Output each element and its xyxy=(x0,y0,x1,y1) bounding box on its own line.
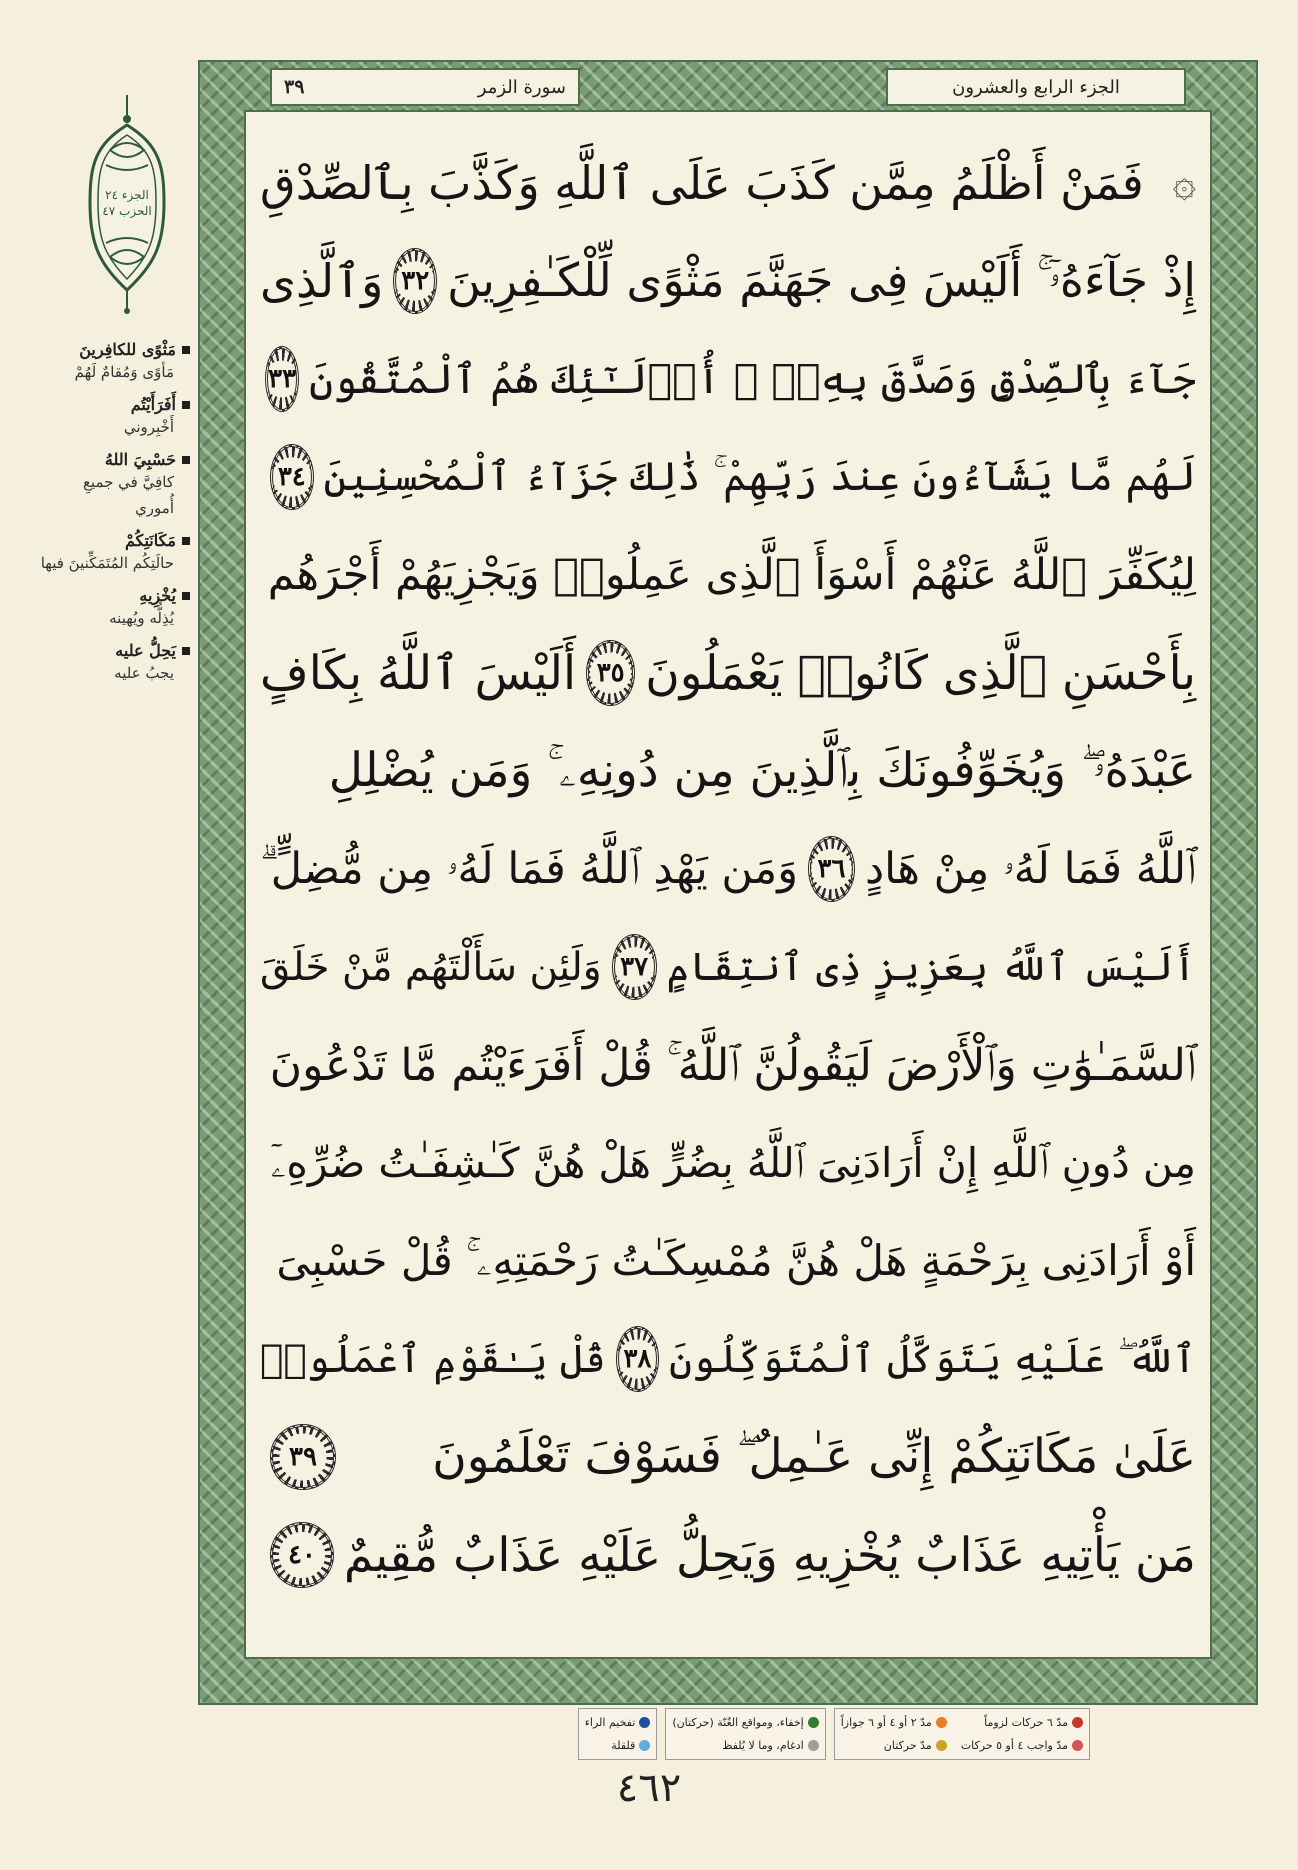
verse-text: فَمَنْ أَظْلَمُ مِمَّن كَذَبَ عَلَى ٱللَّهِ وَكَذَّبَ بِٱلصِّدْقِ xyxy=(260,156,1144,210)
legend-item xyxy=(961,1712,1083,1733)
ayah-number-marker: ٣٩ xyxy=(270,1424,336,1490)
legend-item xyxy=(961,1735,1083,1756)
verse-text: أَوْ أَرَادَنِى بِرَحْمَةٍ هَلْ هُنَّ مُمْسِكَـٰتُ رَحْمَتِهِۦ ۚ قُلْ حَسْبِىَ xyxy=(276,1236,1196,1285)
text-line xyxy=(260,1506,1196,1604)
surah-number: ٣٩ xyxy=(284,76,305,98)
color-dot-icon xyxy=(936,1740,947,1751)
color-dot-icon xyxy=(1072,1717,1083,1728)
legend-label: مدّ حركتان xyxy=(883,1739,932,1752)
glossary xyxy=(40,340,190,696)
verse-text: وَلَئِن سَأَلْتَهُم مَّنْ خَلَقَ xyxy=(260,944,602,990)
verse-text: عَلَىٰ مَكَانَتِكُمْ إِنِّى عَـٰمِلٌ ۖ فَسَوْفَ تَعْلَمُونَ xyxy=(432,1429,1196,1484)
legend-item xyxy=(585,1735,651,1756)
text-area xyxy=(244,110,1212,1659)
glossary-entry xyxy=(40,586,190,631)
glossary-meaning: مَأوًى وَمُقامٌ لَهُمْ xyxy=(74,363,174,381)
legend-item xyxy=(672,1712,818,1733)
bullet-square-icon xyxy=(182,346,190,354)
glossary-word: مَكَانَتِكُمْ xyxy=(124,531,176,550)
color-dot-icon xyxy=(808,1717,819,1728)
glossary-meaning: كافِيَّ في جميعِ أُموري xyxy=(82,473,174,517)
juz-title: الجزء الرابع والعشرون xyxy=(952,76,1120,98)
bullet-square-icon xyxy=(182,647,190,655)
color-dot-icon xyxy=(808,1740,819,1751)
surah-header xyxy=(270,68,580,106)
verse-text: وَٱلَّذِى xyxy=(260,254,384,308)
glossary-meaning: حالَتِكُم المُتَمَكِّنينَ فيها xyxy=(40,554,174,572)
glossary-entry xyxy=(40,450,190,521)
legend-madd-box xyxy=(834,1708,1090,1760)
verse-text: أَلَيْسَ ٱللَّهُ بِعَزِيزٍ ذِى ٱنتِقَامٍ xyxy=(666,944,1196,990)
glossary-entry xyxy=(40,395,190,440)
text-line xyxy=(260,624,1196,722)
verse-text: إِذْ جَآءَهُۥٓ ۚ أَلَيْسَ فِى جَهَنَّمَ مَثْوًى لِّلْكَـٰفِرِينَ xyxy=(447,253,1196,307)
verse-text: وَمَن يَهْدِ ٱللَّهُ فَمَا لَهُۥ مِن مُّضِلٍّ ۗ xyxy=(260,844,798,894)
text-line xyxy=(260,428,1196,526)
hizb-marker-text: الحزب ٤٧ xyxy=(102,204,152,218)
ayah-number-marker: ٣٤ xyxy=(270,444,314,510)
verse-text: مِن دُونِ ٱللَّهِ إِنْ أَرَادَنِىَ ٱللَّهُ بِضُرٍّ هَلْ هُنَّ كَـٰشِفَـٰتُ ضُرِّهِۦٓ xyxy=(270,1138,1196,1187)
verse-text: لَهُم مَّا يَشَآءُونَ عِندَ رَبِّهِمْ ۚ ذَٰلِكَ جَزَآءُ ٱلْمُحْسِنِينَ xyxy=(323,454,1196,500)
glossary-entry xyxy=(40,340,190,385)
ayah-number-marker: ٣٥ xyxy=(586,640,635,706)
verse-text: مَن يَأْتِيهِ عَذَابٌ يُخْزِيهِ وَيَحِلُّ عَلَيْهِ عَذَابٌ مُّقِيمٌ xyxy=(343,1527,1196,1583)
glossary-entry xyxy=(40,641,190,686)
legend-label: إخفاء، ومواقع الغُنّة (حركتان) xyxy=(672,1716,804,1729)
bullet-square-icon xyxy=(182,592,190,600)
surah-title: سورة الزمر xyxy=(477,76,566,98)
verse-text: لِيُكَفِّرَ ٱللَّهُ عَنْهُمْ أَسْوَأَ ٱلَّذِى عَمِلُوا۟ وَيَجْزِيَهُمْ أَجْرَهُم xyxy=(267,550,1196,600)
legend-item xyxy=(672,1735,818,1756)
legend-item xyxy=(841,1735,947,1756)
color-dot-icon xyxy=(639,1717,650,1728)
legend-label: مدّ واجب ٤ أو ٥ حركات xyxy=(960,1739,1068,1752)
hizb-label xyxy=(94,173,160,233)
text-line xyxy=(260,1114,1196,1212)
text-line xyxy=(260,232,1196,330)
text-line xyxy=(260,1212,1196,1310)
bullet-square-icon xyxy=(182,537,190,545)
ayah-number-marker: ٣٢ xyxy=(393,248,437,314)
legend-label: ادغام، وما لا يُلفظ xyxy=(722,1739,804,1752)
legend-tafkhim-box xyxy=(578,1708,658,1760)
legend-item xyxy=(585,1712,651,1733)
verse-text: ٱللَّهُ فَمَا لَهُۥ مِنْ هَادٍ xyxy=(864,844,1196,894)
text-line xyxy=(260,1310,1196,1408)
glossary-meaning: يجبُ عليه xyxy=(114,664,174,682)
glossary-word: مَثْوًى للكافِرينَ xyxy=(79,340,176,359)
ayah-number-marker: ٣٦ xyxy=(808,836,855,902)
glossary-entry xyxy=(40,531,190,576)
legend-item xyxy=(841,1712,947,1733)
verse-text: ٱلسَّمَـٰوَٰتِ وَٱلْأَرْضَ لَيَقُولُنَّ ٱللَّهُ ۚ قُلْ أَفَرَءَيْتُم مَّا تَدْعُونَ xyxy=(269,1039,1196,1091)
hizb-medallion xyxy=(80,95,175,315)
verse-text: جَآءَ بِٱلصِّدْقِ وَصَدَّقَ بِهِۦٓ ۙ أُو۟لَـٰٓئِكَ هُمُ ٱلْمُتَّقُونَ xyxy=(309,355,1196,403)
ayah-number-marker: ٣٨ xyxy=(616,1326,659,1392)
juz-header xyxy=(886,68,1186,106)
legend-label: مدّ ٢ أو ٤ أو ٦ جوازاً xyxy=(840,1716,932,1729)
text-line xyxy=(260,1408,1196,1506)
margin-column xyxy=(40,95,190,1195)
text-line xyxy=(260,918,1196,1016)
text-line xyxy=(260,330,1196,428)
verse-text: قُلْ يَـٰقَوْمِ ٱعْمَلُوا۟ xyxy=(260,1336,606,1382)
page-number: ٤٦٢ xyxy=(616,1765,682,1811)
ayah-number-marker: ٣٣ xyxy=(265,346,299,412)
legend-label: تفخيم الراء xyxy=(584,1716,636,1729)
text-line xyxy=(260,526,1196,624)
page-frame xyxy=(198,60,1258,1705)
hizb-star-icon: ۞ xyxy=(1172,160,1196,206)
color-dot-icon xyxy=(936,1717,947,1728)
quran-text xyxy=(246,134,1210,1657)
verse-text: أَلَيْسَ ٱللَّهُ بِكَافٍ xyxy=(260,645,577,701)
glossary-word: حَسْبِيَ اللهُ xyxy=(104,450,176,469)
glossary-meaning: يُذِلُّه ويُهينه xyxy=(109,609,174,627)
glossary-word: يُخْزِيهِ xyxy=(139,586,176,605)
verse-text: عَبْدَهُۥ ۖ وَيُخَوِّفُونَكَ بِٱلَّذِينَ مِن دُونِهِۦ ۚ وَمَن يُضْلِلِ xyxy=(328,743,1196,798)
legend-label: مدّ ٦ حركات لزوماً xyxy=(984,1716,1068,1729)
text-line xyxy=(260,820,1196,918)
text-line xyxy=(260,1016,1196,1114)
verse-text: ٱللَّهُ ۖ عَلَيْهِ يَتَوَكَّلُ ٱلْمُتَوَكِّلُونَ xyxy=(669,1336,1196,1382)
glossary-word: أَفَرَأَيْتُم xyxy=(130,395,176,414)
tajweed-legend xyxy=(400,1708,1090,1760)
verse-text: بِأَحْسَنِ ٱلَّذِى كَانُوا۟ يَعْمَلُونَ xyxy=(645,645,1196,701)
glossary-meaning: أَخْبِروني xyxy=(123,418,174,436)
legend-ikhfa-box xyxy=(665,1708,825,1760)
bullet-square-icon xyxy=(182,401,190,409)
juz-marker-text: الجزء ٢٤ xyxy=(105,188,149,202)
ayah-number-marker: ٤٠ xyxy=(270,1522,334,1588)
color-dot-icon xyxy=(1072,1740,1083,1751)
legend-label: قلقلة xyxy=(611,1739,636,1752)
glossary-word: يَحِلُّ عليه xyxy=(115,641,176,660)
bullet-square-icon xyxy=(182,456,190,464)
ayah-number-marker: ٣٧ xyxy=(612,934,657,1000)
text-line xyxy=(260,722,1196,820)
color-dot-icon xyxy=(639,1740,650,1751)
text-line xyxy=(260,134,1196,232)
